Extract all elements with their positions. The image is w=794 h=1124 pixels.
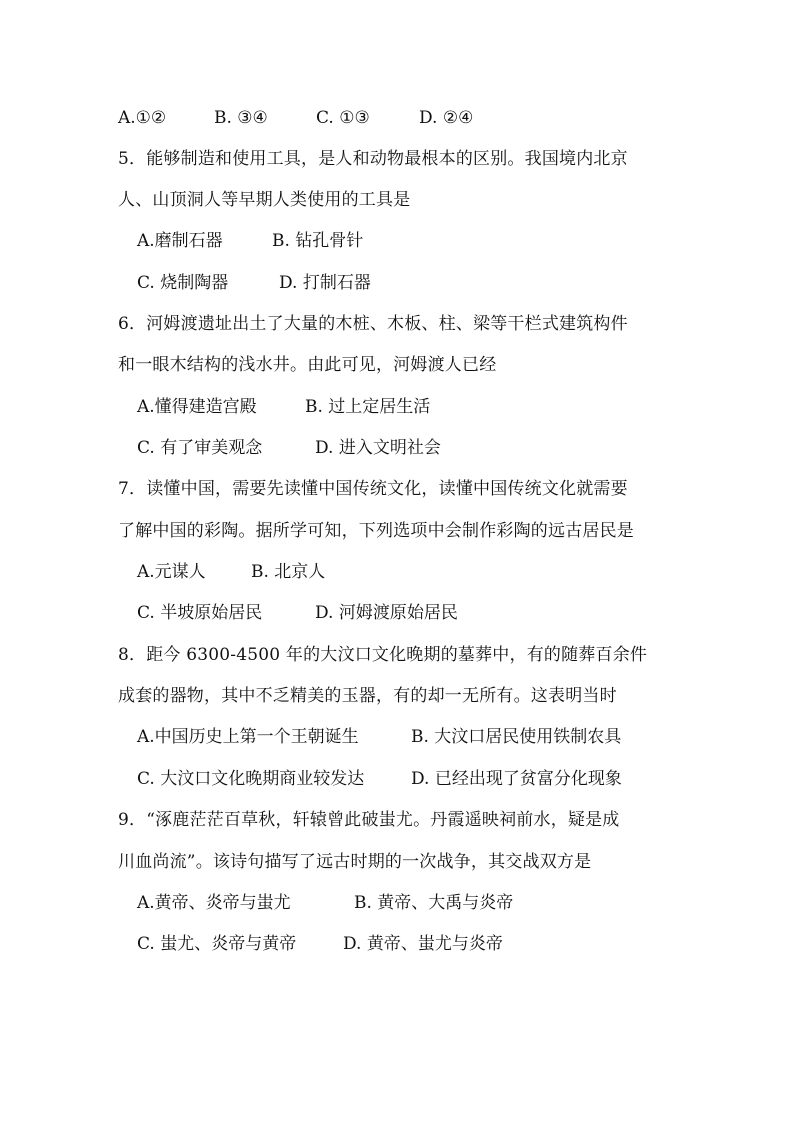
q8-option-a: A.中国历史上第一个王朝诞生	[137, 727, 359, 747]
q6-option-b: B. 过上定居生活	[305, 397, 431, 417]
q9-stem-line-1: 9．“涿鹿茫茫百草秋，轩辕曾此破蚩尤。丹霞遥映祠前水，疑是成	[118, 810, 620, 830]
q6-option-a: A.懂得建造宫殿	[137, 397, 257, 417]
q7-option-c: C. 半坡原始居民	[137, 603, 263, 623]
q9-option-c: C. 蚩尤、炎帝与黄帝	[137, 934, 297, 954]
q5-option-d: D. 打制石器	[279, 273, 371, 293]
q7-option-d: D. 河姆渡原始居民	[315, 603, 458, 623]
q7-stem-line-1: 7．读懂中国，需要先读懂中国传统文化，读懂中国传统文化就需要	[118, 479, 628, 499]
q5-option-a: A.磨制石器	[137, 231, 223, 251]
q8-stem-line-2: 成套的器物，其中不乏精美的玉器，有的却一无所有。这表明当时	[118, 686, 617, 706]
q9-option-d: D. 黄帝、蚩尤与炎帝	[343, 934, 503, 954]
q7-option-a: A.元谋人	[137, 562, 206, 582]
q7-option-b: B. 北京人	[251, 562, 326, 582]
q9-option-b: B. 黄帝、大禹与炎帝	[354, 893, 514, 913]
q5-stem-line-2: 人、山顶洞人等早期人类使用的工具是	[118, 190, 411, 210]
q4-option-d: D. ②④	[419, 108, 474, 128]
q6-option-c: C. 有了审美观念	[137, 438, 263, 458]
q6-stem-line-1: 6．河姆渡遗址出土了大量的木桩、木板、柱、梁等干栏式建筑构件	[118, 314, 628, 334]
q7-stem-line-2: 了解中国的彩陶。据所学可知，下列选项中会制作彩陶的远古居民是	[118, 521, 634, 541]
q6-stem-line-2: 和一眼木结构的浅水井。由此可见，河姆渡人已经	[118, 355, 497, 375]
q4-option-b: B. ③④	[214, 108, 268, 128]
q9-option-a: A.黄帝、炎帝与蚩尤	[137, 893, 291, 913]
q4-option-a: A.①②	[118, 108, 167, 128]
q5-option-c: C. 烧制陶器	[137, 273, 229, 293]
q8-option-d: D. 已经出现了贫富分化现象	[411, 769, 622, 789]
q5-stem-line-1: 5．能够制造和使用工具，是人和动物最根本的区别。我国境内北京	[118, 149, 628, 169]
q5-option-b: B. 钻孔骨针	[272, 231, 364, 251]
q9-stem-line-2: 川血尚流”。该诗句描写了远古时期的一次战争，其交战双方是	[118, 852, 592, 872]
q8-stem-line-1: 8．距今 6300-4500 年的大汶口文化晚期的墓葬中，有的随葬百余件	[118, 645, 648, 665]
q6-option-d: D. 进入文明社会	[315, 438, 441, 458]
q4-option-c: C. ①③	[316, 108, 370, 128]
q8-option-c: C. 大汶口文化晚期商业较发达	[137, 769, 365, 789]
q8-option-b: B. 大汶口居民使用铁制农具	[411, 727, 622, 747]
